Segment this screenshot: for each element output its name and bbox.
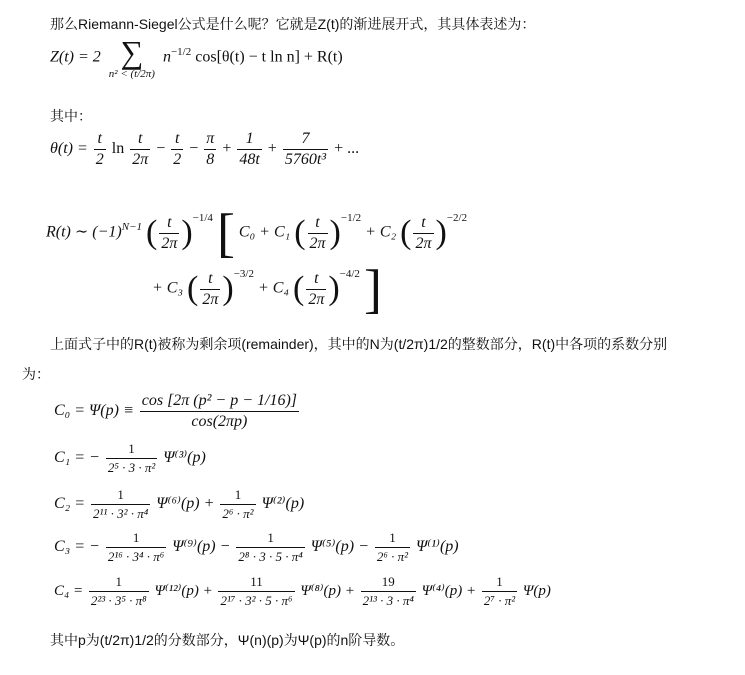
theta-minus-1: − — [156, 140, 166, 158]
rt-pow-4: −4/2 — [339, 267, 360, 280]
where-label: 其中： — [50, 108, 92, 124]
zt-formula — [50, 36, 343, 80]
c1-tail: Ψ⁽³⁾(p) — [163, 449, 206, 467]
c2-fraction-2: $\frac{1}{\text{2⁶ · π²}}$ — [222, 487, 254, 521]
c3-lhs: C₃ = − — [54, 538, 100, 556]
rt-pow-3: −3/2 — [233, 267, 254, 280]
c3-term-3: Ψ⁽¹⁾(p) — [416, 538, 459, 556]
theta-frac-6: $\frac{7}{\text{5760t³}}$ — [284, 130, 327, 168]
rt-formula-line-2: + C₃ ( $\frac{t}{2\pi}$ )$^{-3/2}$ + C₄ ( $\frac{t}{2\pi}$ )$^{-4/2}$ ] — [152, 259, 382, 319]
c2-formula — [54, 487, 304, 522]
c1-lhs: C₁ = − — [54, 449, 100, 467]
summation-symbol: ∑ n² < (t/2π) — [108, 34, 155, 80]
theta-tail: + ... — [334, 140, 360, 158]
c2-lhs: C₂ = — [54, 495, 86, 513]
theta-frac-3: $\frac{t}{2}$ — [173, 130, 182, 168]
rt-pow-1: −1/2 — [340, 211, 362, 224]
sum-limit: n² < (t/2π) — [108, 68, 155, 80]
c4-formula — [54, 574, 551, 609]
rt-formula-line-1: R(t) ∼ $(-1)^{N-1}$ ( $\frac{t}{2\pi}$ )$^{-1/4}$ [ C₀ + C₁ ( $\frac{t}{2\pi}$ )$^{-1/2}$ + C₂ ( $\frac{t}{2\pi}$ )$^{-2/2}$ — [46, 203, 468, 263]
zt-rest: cos[θ(t) − t ln n] + R(t) — [191, 48, 343, 66]
theta-minus-2: − — [189, 140, 199, 158]
rt-c2: + C₂ — [365, 223, 397, 241]
c3-fraction-1: $\frac{1}{\text{2¹⁶ · 3⁴ · π⁶}}$ — [107, 530, 165, 564]
rt-sign-exp: N−1 — [121, 220, 142, 233]
c0-formula — [54, 392, 301, 431]
rt-c4: + C₄ — [257, 279, 289, 297]
c1-fraction: $\frac{1}{\text{2⁵ · 3 · π²}}$ — [107, 441, 156, 475]
c3-formula — [54, 530, 459, 565]
theta-formula — [50, 130, 359, 169]
theta-plus-1: + — [222, 140, 232, 158]
c2-fraction-1: $\frac{1}{\text{2¹¹ · 3² · π⁴}}$ — [93, 487, 149, 521]
rt-pow-2: −2/2 — [446, 211, 468, 224]
zt-exp: −1/2 — [170, 45, 192, 58]
c3-term-1: Ψ⁽⁹⁾(p) − — [172, 538, 231, 556]
c1-formula — [54, 441, 206, 476]
c4-fraction-4: $\frac{1}{\text{2⁷ · π²}}$ — [483, 574, 516, 608]
paragraph-2-line-2: 为： — [22, 366, 50, 382]
c0-lhs: C₀ = Ψ(p) ≡ — [54, 402, 134, 420]
theta-ln: ln — [111, 140, 125, 158]
c4-fraction-2: $\frac{11}{\text{2¹⁷ · 3² · 5 · π⁶}}$ — [220, 574, 293, 608]
final-paragraph: 其中p为(t/2π)1/2的分数部分，Ψ(n)(p)为Ψ(p)的n阶导数。 — [50, 632, 405, 648]
c4-term-4: Ψ(p) — [522, 582, 551, 599]
c4-fraction-1: $\frac{1}{\text{2²³ · 3⁵ · π⁸}}$ — [90, 574, 147, 608]
zt-n: n — [162, 48, 171, 66]
theta-frac-4: $\frac{\pi}{8}$ — [206, 130, 215, 168]
c0-fraction: $\frac{\text{cos [2π (p² − p − 1/16)]}}{\cos(2\pi p)}$ — [141, 392, 298, 430]
c3-term-2: Ψ⁽⁵⁾(p) − — [310, 538, 369, 556]
rt-c0-c1: C₀ + C₁ — [238, 223, 291, 241]
c2-term-2: Ψ⁽²⁾(p) — [261, 495, 305, 513]
c3-fraction-2: $\frac{1}{\text{2⁸ · 3 · 5 · π⁴}}$ — [238, 530, 303, 564]
rt-c3: + C₃ — [152, 279, 184, 297]
c2-term-1: Ψ⁽⁶⁾(p) + — [156, 495, 215, 513]
rt-pow-main: −1/4 — [192, 211, 213, 224]
zt-lhs: Z(t) = 2 — [50, 48, 101, 66]
c3-fraction-3: $\frac{1}{\text{2⁶ · π²}}$ — [376, 530, 409, 564]
c4-term-3: Ψ⁽⁴⁾(p) + — [421, 582, 477, 599]
theta-frac-2: $\frac{t}{2\pi}$ — [132, 130, 149, 168]
intro-paragraph: 那么Riemann-Siegel公式是什么呢？它就是Z(t)的渐进展开式，其具体表述为： — [50, 16, 536, 32]
c4-fraction-3: $\frac{19}{\text{2¹³ · 3 · π⁴}}$ — [362, 574, 414, 608]
c4-term-2: Ψ⁽⁸⁾(p) + — [300, 582, 355, 599]
theta-plus-2: + — [267, 140, 277, 158]
theta-lhs: θ(t) = — [50, 140, 88, 158]
paragraph-2-line-1: 上面式子中的R(t)被称为剩余项(remainder)，其中的N为(t/2π)1/2的整数部分，R(t)中各项的系数分别 — [50, 336, 668, 352]
theta-frac-1: $\frac{t}{2}$ — [95, 130, 104, 168]
c4-term-1: Ψ⁽¹²⁾(p) + — [154, 582, 213, 599]
rt-lhs: R(t) ∼ (−1) — [46, 223, 122, 241]
c4-lhs: C₄ = — [54, 582, 84, 599]
theta-frac-5: $\frac{1}{48t}$ — [239, 130, 260, 168]
